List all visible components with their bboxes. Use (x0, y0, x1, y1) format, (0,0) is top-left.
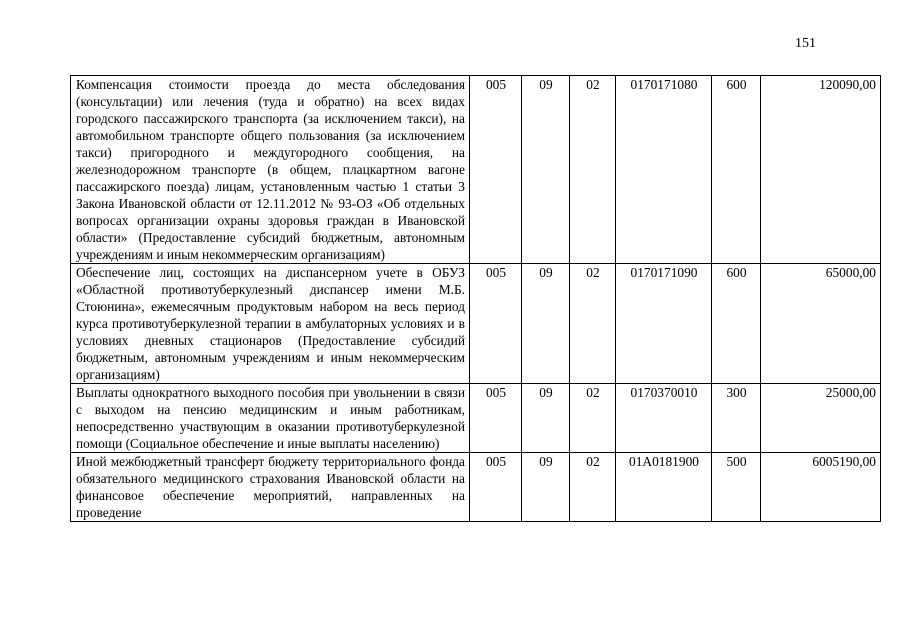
row-section: 09 (522, 384, 570, 453)
row-subsection: 02 (570, 453, 616, 522)
row-amount: 120090,00 (761, 76, 881, 264)
row-target: 0170370010 (616, 384, 712, 453)
row-subsection: 02 (570, 264, 616, 384)
table-row (71, 264, 881, 384)
row-expense-type: 600 (712, 264, 761, 384)
row-expense-type: 500 (712, 453, 761, 522)
row-section: 09 (522, 264, 570, 384)
row-description: Обеспечение лиц, состоящих на диспансерном учете в ОБУЗ «Областной противотуберкулезный диспансер имени М.Б. Стоюнина», ежемесячным продуктовым набором на весь период курса противотуберкулезной терапии в амбулаторных условиях и в условиях дневных стационаров (Предоставление субсидий бюджетным, автономным учреждениям и иным некоммерческим организациям) (71, 264, 470, 384)
row-section: 09 (522, 76, 570, 264)
row-code: 005 (470, 264, 522, 384)
row-description: Компенсация стоимости проезда до места обследования (консультации) или лечения (туда и обратно) на всех видах городского пассажирского транспорта (за исключением такси), на автомобильном транспорте общего пользования (за исключением такси) пригородного и междугородного сообщения, на железнодорожном транспорте (в общем, плацкартном вагоне пассажирского поезда) лицам, установленным частью 1 статьи 3 Закона Ивановской области от 12.11.2012 № 93-ОЗ «Об отдельных вопросах организации охраны здоровья граждан в Ивановской области» (Предоставление субсидий бюджетным, автономным учреждениям и иным некоммерческим организациям) (71, 76, 470, 264)
table-row (71, 453, 881, 522)
row-target: 0170171090 (616, 264, 712, 384)
row-subsection: 02 (570, 76, 616, 264)
table-row (71, 76, 881, 264)
row-target: 01А0181900 (616, 453, 712, 522)
table-row (71, 384, 881, 453)
row-amount: 25000,00 (761, 384, 881, 453)
budget-table (70, 75, 881, 522)
row-target: 0170171080 (616, 76, 712, 264)
page-number: 151 (795, 36, 816, 51)
row-expense-type: 300 (712, 384, 761, 453)
row-description: Выплаты однократного выходного пособия при увольнении в связи с выходом на пенсию медицинским и иным работникам, непосредственно участвующим в оказании противотуберкулезной помощи (Социальное обеспечение и иные выплаты населению) (71, 384, 470, 453)
row-description: Иной межбюджетный трансферт бюджету территориального фонда обязательного медицинского страхования Ивановской области на финансовое обеспечение мероприятий, направленных на проведение (71, 453, 470, 522)
row-code: 005 (470, 453, 522, 522)
row-amount: 65000,00 (761, 264, 881, 384)
row-expense-type: 600 (712, 76, 761, 264)
row-amount: 6005190,00 (761, 453, 881, 522)
row-section: 09 (522, 453, 570, 522)
row-code: 005 (470, 384, 522, 453)
row-subsection: 02 (570, 384, 616, 453)
row-code: 005 (470, 76, 522, 264)
